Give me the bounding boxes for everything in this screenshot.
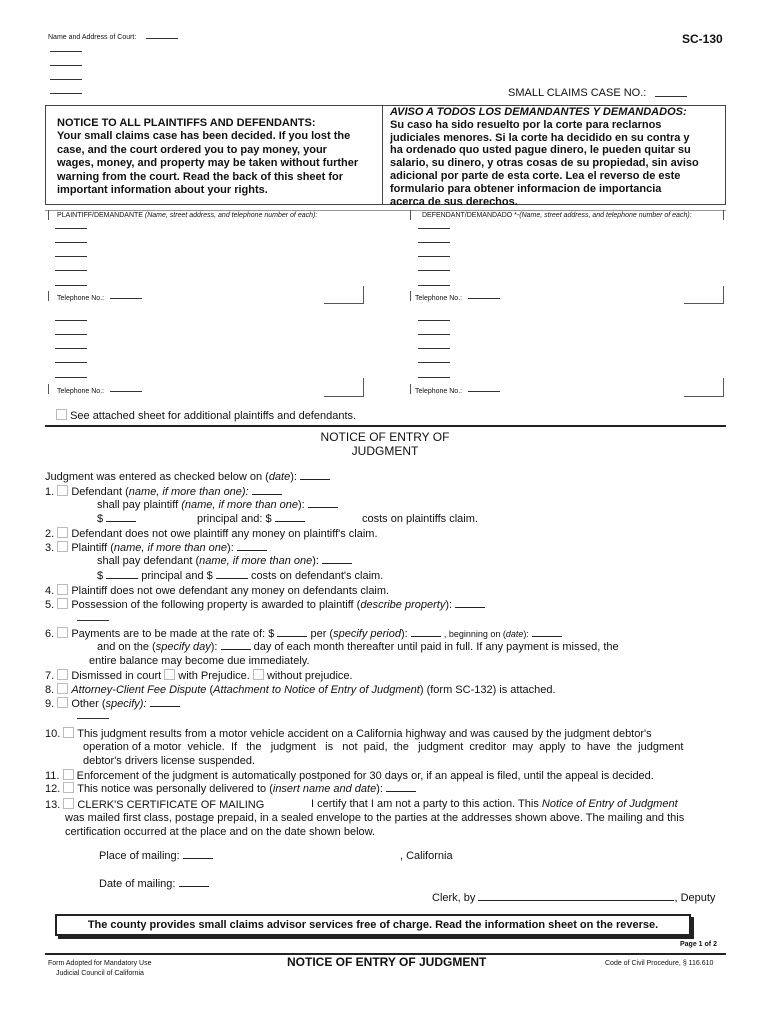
item-12-checkbox[interactable] [63, 782, 74, 793]
item-6-rate-field[interactable] [277, 636, 307, 637]
notice-es-line: Su caso ha sido resuelto por la corte para reclarnos [390, 118, 662, 131]
item-3-pay-line: shall pay defendant (name, if more than one): [97, 555, 352, 567]
plaintiff-1-line-1[interactable] [55, 228, 87, 229]
item-3: 3. Plaintiff (name, if more than one): [45, 541, 267, 554]
item-6-period-field[interactable] [411, 636, 441, 637]
item-10: 10. This judgment results from a motor vehicle accident on a California highway and was caused by the judgment debtor's [45, 728, 652, 740]
item-5-checkbox[interactable] [57, 598, 68, 609]
footer-title: NOTICE OF ENTRY OF JUDGMENT [287, 955, 487, 969]
item-8: 8. Attorney-Client Fee Dispute (Attachment to Notice of Entry of Judgment) (form SC-132) is attached. [45, 684, 556, 696]
clerk-signature-field[interactable] [478, 900, 674, 901]
item-13: 13. CLERK'S CERTIFICATE OF MAILING [45, 799, 265, 811]
item-12: 12. This notice was personally delivered to (insert name and date): [45, 782, 416, 795]
item-1-principal: principal and: $ [197, 513, 305, 525]
defendant-1-line-3[interactable] [418, 256, 450, 257]
place-of-mailing: Place of mailing: [99, 850, 213, 862]
defendant-2-line-2[interactable] [418, 334, 450, 335]
item-4: 4. Plaintiff does not owe defendant any money on defendants claim. [45, 585, 390, 597]
court-address-line-3[interactable] [50, 79, 82, 80]
page-title-line-1: NOTICE OF ENTRY OF [320, 430, 450, 444]
item-13-checkbox[interactable] [63, 798, 74, 809]
item-3-principal-field[interactable] [106, 578, 138, 579]
item-7-checkbox[interactable] [57, 669, 68, 680]
notice-en-line: warning from the court. Read the back of this sheet for [57, 170, 344, 183]
item-13-certify: I certify that I am not a party to this action. This Notice of Entry of Judgment [311, 798, 678, 810]
item-1: 1. Defendant (name, if more than one): [45, 485, 282, 498]
item-1-checkbox[interactable] [57, 485, 68, 496]
notice-es-line: acerca de sus derechos. [390, 195, 518, 208]
plaintiff-1-telephone-field[interactable] [110, 298, 142, 299]
item-5: 5. Possession of the following property is awarded to plaintiff (describe property): [45, 598, 485, 611]
notice-en-line: important information about your rights. [57, 184, 268, 197]
item-10-line-2: operation of a motor vehicle. If the judgment is not paid, the judgment creditor may apply to have the judgment [83, 741, 684, 753]
attached-sheet-row [56, 409, 356, 422]
plaintiff-1-line-2[interactable] [55, 242, 87, 243]
item-1-plaintiff-field[interactable] [308, 507, 338, 508]
court-address-line-1[interactable] [50, 51, 82, 52]
defendant-2-line-3[interactable] [418, 348, 450, 349]
defendant-2-line-5[interactable] [418, 377, 450, 378]
item-3-amount: $ principal and $ costs on defendant's claim. [97, 570, 384, 582]
item-12-delivered-field[interactable] [386, 791, 416, 792]
form-id: SC-130 [682, 32, 723, 46]
notice-en-line: wages, money, and property may be taken without further [57, 157, 359, 170]
item-13-line-2: was mailed first class, postage prepaid, in a sealed envelope to the parties at the addresses shown above. The mailing and this [65, 812, 685, 824]
item-6-checkbox[interactable] [57, 627, 68, 638]
defendant-label: DEFENDANT/DEMANDADO *-(Name, street address, and telephone number of each): [422, 212, 692, 219]
case-number-label: SMALL CLAIMS CASE NO.: [508, 87, 647, 99]
item-6-start-date-field[interactable] [532, 636, 562, 637]
plaintiff-1-line-5[interactable] [55, 285, 87, 286]
item-1-pay-line: shall pay plaintiff (name, if more than one): [97, 499, 338, 511]
section-divider [45, 425, 726, 427]
item-3-costs-field[interactable] [216, 578, 248, 579]
defendant-1-line-5[interactable] [418, 285, 450, 286]
with-prejudice-checkbox[interactable] [164, 669, 175, 680]
item-8-checkbox[interactable] [57, 683, 68, 694]
defendant-1-line-4[interactable] [418, 270, 450, 271]
code-reference: Code of Civil Procedure, § 116.610 [605, 960, 714, 967]
item-6-balance-line: entire balance may become due immediately. [89, 655, 310, 667]
item-1-amount-dollar: $ [97, 513, 136, 525]
item-2: 2. Defendant does not owe plaintiff any money on plaintiff's claim. [45, 528, 378, 540]
plaintiff-2-line-2[interactable] [55, 334, 87, 335]
court-label: Name and Address of Court: [48, 34, 137, 41]
plaintiff-2-telephone-field[interactable] [110, 391, 142, 392]
notice-es-line: adicional por parte de esta corte. Lea el reverso de este [390, 169, 681, 182]
item-6-day-line: and on the (specify day): day of each month thereafter until paid in full. If any payment is missed, the [97, 641, 619, 653]
judgment-date-field[interactable] [300, 479, 330, 480]
clerk-signature: Clerk, by , Deputy [432, 892, 716, 904]
item-11-checkbox[interactable] [63, 769, 74, 780]
advisor-notice: The county provides small claims advisor services free of charge. Read the information sheet on the reverse. [87, 919, 659, 931]
item-1-costs-field[interactable] [275, 521, 305, 522]
defendant-1-telephone-field[interactable] [468, 298, 500, 299]
plaintiff-1-line-4[interactable] [55, 270, 87, 271]
date-of-mailing-field[interactable] [179, 886, 209, 887]
defendant-2-telephone-label: Telephone No.: [415, 388, 463, 395]
court-name-field[interactable] [146, 38, 178, 39]
plaintiff-2-line-4[interactable] [55, 362, 87, 363]
judgment-intro: Judgment was entered as checked below on (date): [45, 471, 330, 483]
defendant-1-line-2[interactable] [418, 242, 450, 243]
notice-es-line: salario, su dinero, y otras cosas de su propiedad, sin aviso [390, 157, 699, 170]
item-2-checkbox[interactable] [57, 527, 68, 538]
plaintiff-2-telephone-label: Telephone No.: [57, 388, 105, 395]
item-9: 9. Other (specify): [45, 697, 180, 710]
without-prejudice-checkbox[interactable] [253, 669, 264, 680]
defendant-1-line-1[interactable] [418, 228, 450, 229]
plaintiff-2-line-1[interactable] [55, 320, 87, 321]
place-of-mailing-field[interactable] [183, 858, 213, 859]
case-number-field[interactable] [655, 96, 687, 97]
item-4-checkbox[interactable] [57, 584, 68, 595]
plaintiff-label: PLAINTIFF/DEMANDANTE (Name, street address, and telephone number of each): [57, 212, 318, 219]
notice-en-line: case, and the court ordered you to pay money, your [57, 143, 327, 156]
item-6: 6. Payments are to be made at the rate of: $ per (specify period): , beginning on (date): [45, 627, 562, 640]
item-13-line-3: certification occurred at the place and on the date shown below. [65, 826, 376, 838]
attached-sheet-checkbox[interactable] [56, 409, 67, 420]
item-5-property-field[interactable] [455, 607, 485, 608]
item-3-defendant-field[interactable] [322, 563, 352, 564]
court-address-line-4[interactable] [50, 93, 82, 94]
plaintiff-2-line-5[interactable] [55, 377, 87, 378]
defendant-2-telephone-field[interactable] [468, 391, 500, 392]
page-number: Page 1 of 2 [680, 941, 717, 948]
defendant-2-line-1[interactable] [418, 320, 450, 321]
notice-es-line: formulario para obtener informacion de importancia [390, 182, 662, 195]
notice-es-line: judiciales menores. Si la corte ha decidido en su contra y [390, 131, 690, 144]
defendant-2-line-4[interactable] [418, 362, 450, 363]
item-10-checkbox[interactable] [63, 727, 74, 738]
item-5-property-field-2[interactable] [77, 620, 109, 621]
page-title [0, 430, 770, 458]
court-address-line-2[interactable] [50, 65, 82, 66]
item-11: 11. Enforcement of the judgment is automatically postponed for 30 days or, if an appeal is filed, until the appeal is decided. [45, 770, 654, 782]
notice-es-line: ha ordenado quo usted pague dinero, le pueden quitar su [390, 144, 691, 157]
notice-en-line: Your small claims case has been decided. If you lost the [57, 130, 351, 143]
item-3-plaintiff-field[interactable] [237, 550, 267, 551]
item-1-costs-label: costs on plaintiffs claim. [362, 513, 478, 525]
item-10-line-3: debtor's drivers license suspended. [83, 755, 256, 767]
plaintiff-1-line-3[interactable] [55, 256, 87, 257]
item-1-defendant-field[interactable] [252, 494, 282, 495]
item-9-other-field[interactable] [150, 706, 180, 707]
state-label: , California [400, 850, 453, 862]
item-9-other-field-2[interactable] [77, 718, 109, 719]
plaintiff-2-line-3[interactable] [55, 348, 87, 349]
form-adopted: Form Adopted for Mandatory Use Judicial Council of California [48, 960, 152, 977]
notice-en-heading: NOTICE TO ALL PLAINTIFFS AND DEFENDANTS: [57, 117, 316, 129]
item-9-checkbox[interactable] [57, 697, 68, 708]
attached-sheet-label: See attached sheet for additional plaintiffs and defendants. [70, 410, 357, 422]
notice-spanish [390, 106, 699, 208]
item-3-checkbox[interactable] [57, 541, 68, 552]
page-title-line-2: JUDGMENT [351, 444, 419, 458]
item-1-principal-field[interactable] [106, 521, 136, 522]
defendant-1-telephone-label: Telephone No.: [415, 295, 463, 302]
notice-es-heading: AVISO A TODOS LOS DEMANDANTES Y DEMANDADOS: [390, 106, 687, 118]
item-6-day-field[interactable] [221, 649, 251, 650]
notice-english [57, 117, 358, 197]
plaintiff-1-telephone-label: Telephone No.: [57, 295, 105, 302]
item-7: 7. Dismissed in court with Prejudice. without prejudice. [45, 670, 353, 682]
date-of-mailing: Date of mailing: [99, 878, 209, 890]
